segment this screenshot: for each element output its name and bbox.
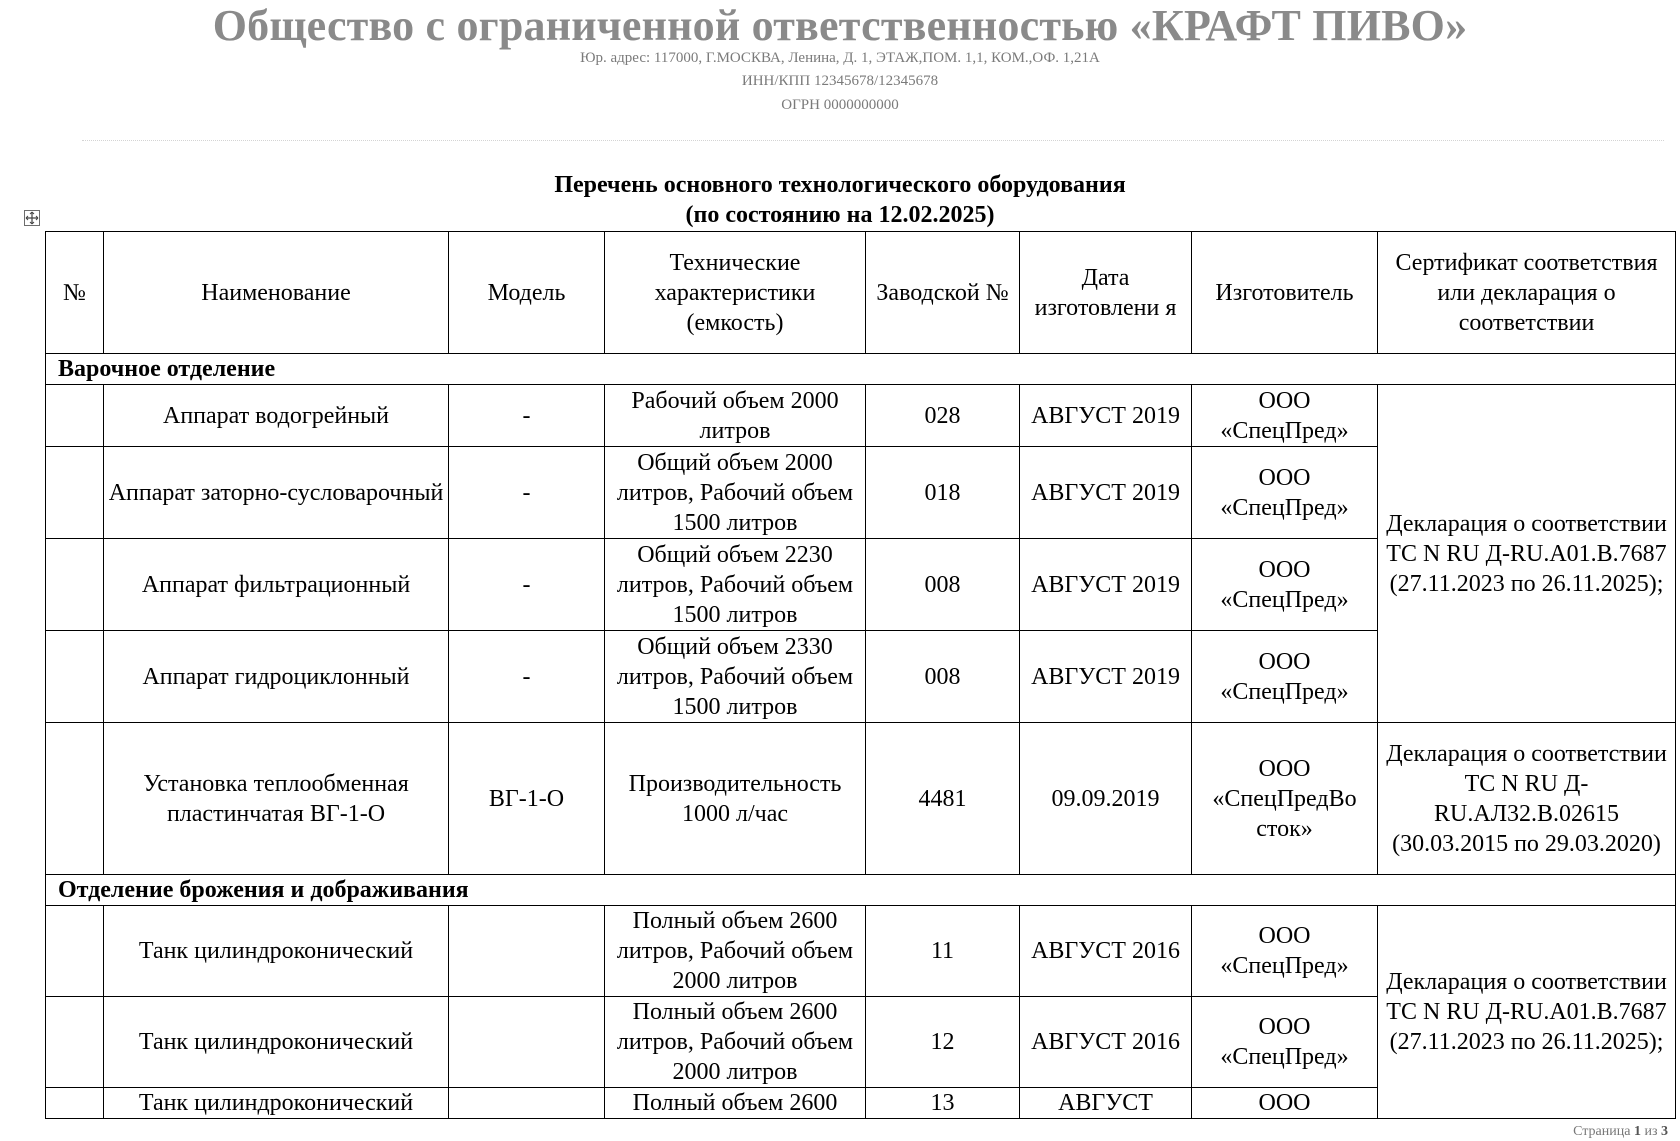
col-header-serial: Заводской № <box>866 232 1020 354</box>
cell-maker: ООО «СпецПред» <box>1192 447 1378 539</box>
page-of: из <box>1644 1124 1658 1139</box>
cell-specs: Полный объем 2600 литров, Рабочий объем 2000 литров <box>605 906 866 997</box>
page-total: 3 <box>1661 1124 1668 1139</box>
cell-num <box>46 723 104 875</box>
cell-model: - <box>449 385 605 447</box>
header-divider <box>82 140 1664 141</box>
cell-model <box>449 906 605 997</box>
page-word: Страница <box>1573 1124 1631 1139</box>
cell-serial: 028 <box>866 385 1020 447</box>
cell-maker: ООО «СпецПред» <box>1192 539 1378 631</box>
cell-num <box>46 997 104 1088</box>
cell-maker: ООО «СпецПредВо сток» <box>1192 723 1378 875</box>
cell-num <box>46 906 104 997</box>
cell-date: АВГУСТ 2019 <box>1020 631 1192 723</box>
cell-serial: 12 <box>866 997 1020 1088</box>
cell-date: АВГУСТ 2016 <box>1020 997 1192 1088</box>
cell-name: Аппарат фильтрационный <box>104 539 449 631</box>
cell-date: АВГУСТ 2019 <box>1020 539 1192 631</box>
legal-address: Юр. адрес: 117000, Г.МОСКВА, Ленина, Д. 1, ЭТАЖ,ПОМ. 1,1, КОМ.,ОФ. 1,21А <box>580 50 1100 66</box>
section-title: Отделение брожения и дображивания <box>46 875 1676 906</box>
cell-maker: ООО «СпецПред» <box>1192 906 1378 997</box>
cell-certificate: Декларация о соответствии ТС N RU Д-RU.A01.B.7687 (27.11.2023 по 26.11.2025); <box>1378 385 1676 723</box>
cell-name: Танк цилиндроконический <box>104 997 449 1088</box>
cell-date: АВГУСТ 2019 <box>1020 385 1192 447</box>
col-header-date: Дата изготовлени я <box>1020 232 1192 354</box>
cell-maker: ООО «СпецПред» <box>1192 631 1378 723</box>
cell-date: АВГУСТ 2019 <box>1020 447 1192 539</box>
cell-specs: Рабочий объем 2000 литров <box>605 385 866 447</box>
col-header-name: Наименование <box>104 232 449 354</box>
cell-serial: 008 <box>866 539 1020 631</box>
cell-model <box>449 1088 605 1119</box>
cell-date: АВГУСТ <box>1020 1088 1192 1119</box>
cell-maker: ООО <box>1192 1088 1378 1119</box>
cell-date: 09.09.2019 <box>1020 723 1192 875</box>
cell-serial: 018 <box>866 447 1020 539</box>
cell-date: АВГУСТ 2016 <box>1020 906 1192 997</box>
cell-name: Танк цилиндроконический <box>104 1088 449 1119</box>
cell-num <box>46 385 104 447</box>
cell-name: Установка теплообменная пластинчатая ВГ-1-О <box>104 723 449 875</box>
cell-name: Аппарат гидроциклонный <box>104 631 449 723</box>
document-subtitle: (по состоянию на 12.02.2025) <box>685 202 995 228</box>
cell-specs: Общий объем 2330 литров, Рабочий объем 1500 литров <box>605 631 866 723</box>
cell-model <box>449 997 605 1088</box>
cell-specs: Полный объем 2600 <box>605 1088 866 1119</box>
section-row <box>46 875 1676 906</box>
ogrn: ОГРН 0000000000 <box>781 97 899 113</box>
col-header-maker: Изготовитель <box>1192 232 1378 354</box>
section-row <box>46 354 1676 385</box>
cell-specs: Общий объем 2000 литров, Рабочий объем 1500 литров <box>605 447 866 539</box>
col-header-specs: Технические характеристики (емкость) <box>605 232 866 354</box>
col-header-certificate: Сертификат соответствия или декларация о соответствии <box>1378 232 1676 354</box>
cell-name: Аппарат водогрейный <box>104 385 449 447</box>
cell-model: ВГ-1-О <box>449 723 605 875</box>
section-title: Варочное отделение <box>46 354 1676 385</box>
col-header-num: № <box>46 232 104 354</box>
cell-num <box>46 539 104 631</box>
inn-kpp: ИНН/КПП 12345678/12345678 <box>741 73 939 89</box>
table-header-row <box>46 232 1676 354</box>
table-row <box>46 906 1676 997</box>
cell-certificate: Декларация о соответствии ТС N RU Д-RU.A01.B.7687 (27.11.2023 по 26.11.2025); <box>1378 906 1676 1119</box>
cell-name: Аппарат заторно-сусловарочный <box>104 447 449 539</box>
cell-num <box>46 1088 104 1119</box>
equipment-table <box>45 231 1676 1119</box>
table-move-handle-icon[interactable] <box>24 210 40 226</box>
col-header-model: Модель <box>449 232 605 354</box>
cell-num <box>46 631 104 723</box>
cell-maker: ООО «СпецПред» <box>1192 997 1378 1088</box>
cell-certificate: Декларация о соответствии ТС N RU Д-RU.АЛ32.В.02615 (30.03.2015 по 29.03.2020) <box>1378 723 1676 875</box>
cell-serial: 008 <box>866 631 1020 723</box>
cell-serial: 4481 <box>866 723 1020 875</box>
page-current: 1 <box>1633 1124 1641 1139</box>
cell-specs: Полный объем 2600 литров, Рабочий объем 2000 литров <box>605 997 866 1088</box>
cell-serial: 13 <box>866 1088 1020 1119</box>
cell-maker: ООО «СпецПред» <box>1192 385 1378 447</box>
cell-model: - <box>449 447 605 539</box>
cell-serial: 11 <box>866 906 1020 997</box>
cell-model: - <box>449 539 605 631</box>
cell-specs: Общий объем 2230 литров, Рабочий объем 1500 литров <box>605 539 866 631</box>
company-name: Общество с ограниченной ответственностью «КРАФТ ПИВО» <box>212 1 1468 50</box>
cell-name: Танк цилиндроконический <box>104 906 449 997</box>
cell-model: - <box>449 631 605 723</box>
cell-num <box>46 447 104 539</box>
table-row <box>46 385 1676 447</box>
cell-specs: Производительность 1000 л/час <box>605 723 866 875</box>
table-row <box>46 723 1676 875</box>
page-indicator <box>1573 1124 1668 1140</box>
document-title: Перечень основного технологического оборудования <box>554 172 1126 198</box>
